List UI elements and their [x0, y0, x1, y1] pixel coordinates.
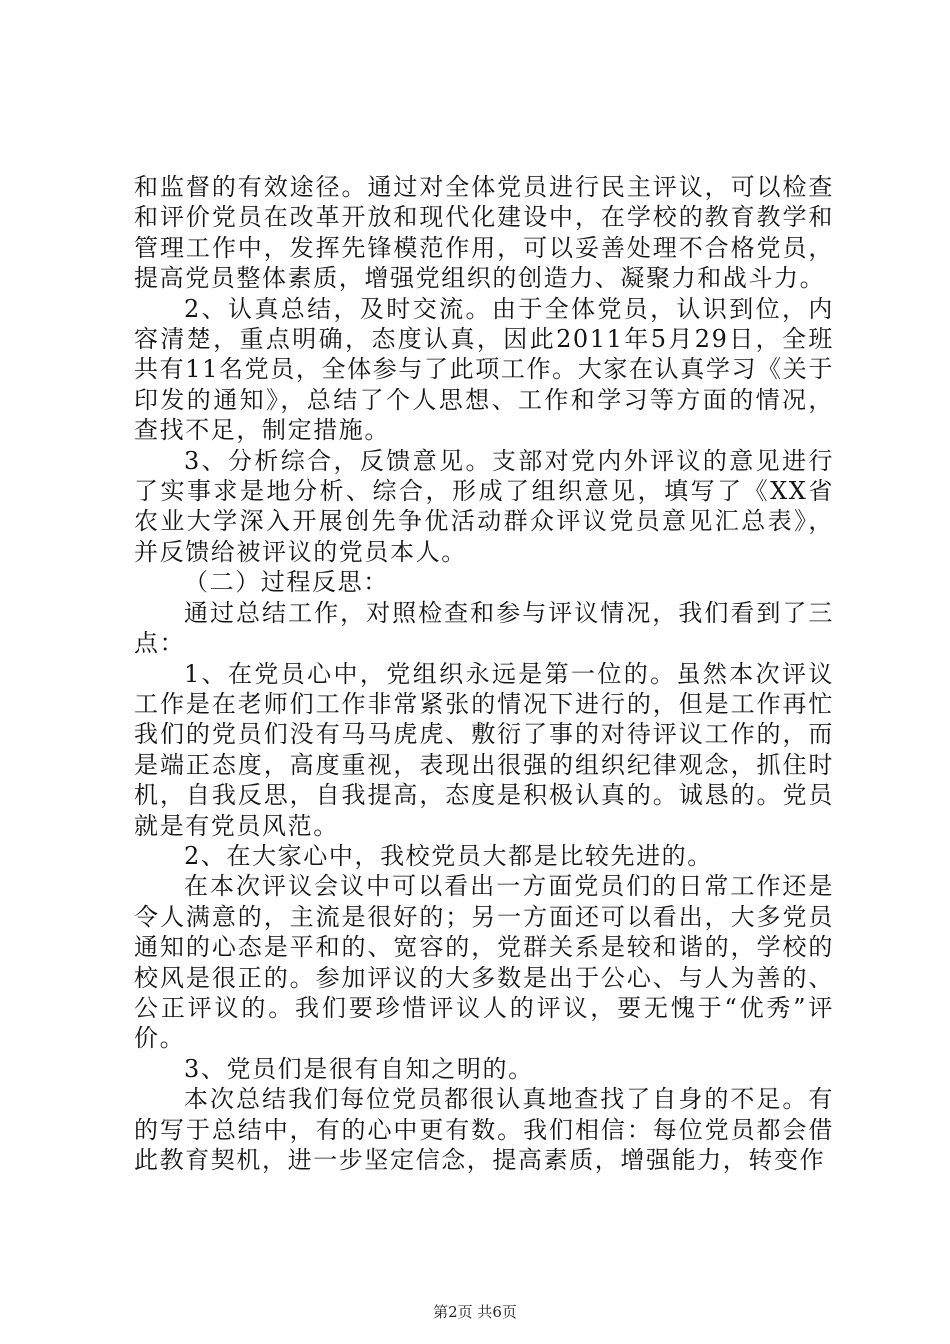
paragraph-continuation: 和监督的有效途径。通过对全体党员进行民主评议，可以检查和评价党员在改革开放和现代化建设中，在学校的教育教学和管理工作中，发挥先锋模范作用，可以妥善处理不合格党员，提高党员整体素质，增强党组织的创造力、凝聚力和战斗力。: [134, 173, 834, 293]
paragraph-point-1: 1、在党员心中，党组织永远是第一位的。虽然本次评议工作是在老师们工作非常紧张的情况下进行的，但是工作再忙我们的党员们没有马马虎虎、敷衍了事的对待评议工作的，而是端正态度，高度重视，表现出很强的组织纪律观念，抓住时机，自我反思，自我提高，态度是积极认真的。诚恳的。党员就是有党员风范。: [134, 659, 834, 840]
paragraph-point-3-heading: 3、党员们是很有自知之明的。: [184, 1054, 534, 1083]
paragraph-point-2-heading: 2、在大家心中，我校党员大都是比较先进的。: [184, 841, 713, 870]
paragraph-point-3-body: 本次总结我们每位党员都很认真地查找了自身的不足。有的写于总结中，有的心中更有数。我们相信：每位党员都会借此教育契机，进一步坚定信念，提高素质，增强能力，转变作: [134, 1085, 834, 1174]
document-body: [134, 172, 834, 1175]
section-heading-reflection: （二）过程反思：: [184, 568, 389, 597]
paragraph-item-3-analysis: 3、分析综合，反馈意见。支部对党内外评议的意见进行了实事求是地分析、综合，形成了组织意见，填写了《XX省农业大学深入开展创先争优活动群众评议党员意见汇总表》，并反馈给被评议的党员本人。: [134, 446, 834, 566]
page-number-footer: 第2页 共6页: [433, 1303, 517, 1321]
paragraph-reflection-intro: 通过总结工作，对照检查和参与评议情况，我们看到了三点：: [134, 598, 834, 658]
paragraph-item-2-summary: 2、认真总结，及时交流。由于全体党员，认识到位，内容清楚，重点明确，态度认真，因此2011年5月29日，全班共有11名党员，全体参与了此项工作。大家在认真学习《关于印发的通知》，总结了个人思想、工作和学习等方面的情况，查找不足，制定措施。: [134, 294, 834, 445]
paragraph-point-2-body: 在本次评议会议中可以看出一方面党员们的日常工作还是令人满意的，主流是很好的；另一方面还可以看出，大多党员通知的心态是平和的、宽容的，党群关系是较和谐的，学校的校风是很正的。参加评议的大多数是出于公心、与人为善的、公正评议的。我们要珍惜评议人的评议，要无愧于“优秀”评价。: [134, 872, 834, 1053]
